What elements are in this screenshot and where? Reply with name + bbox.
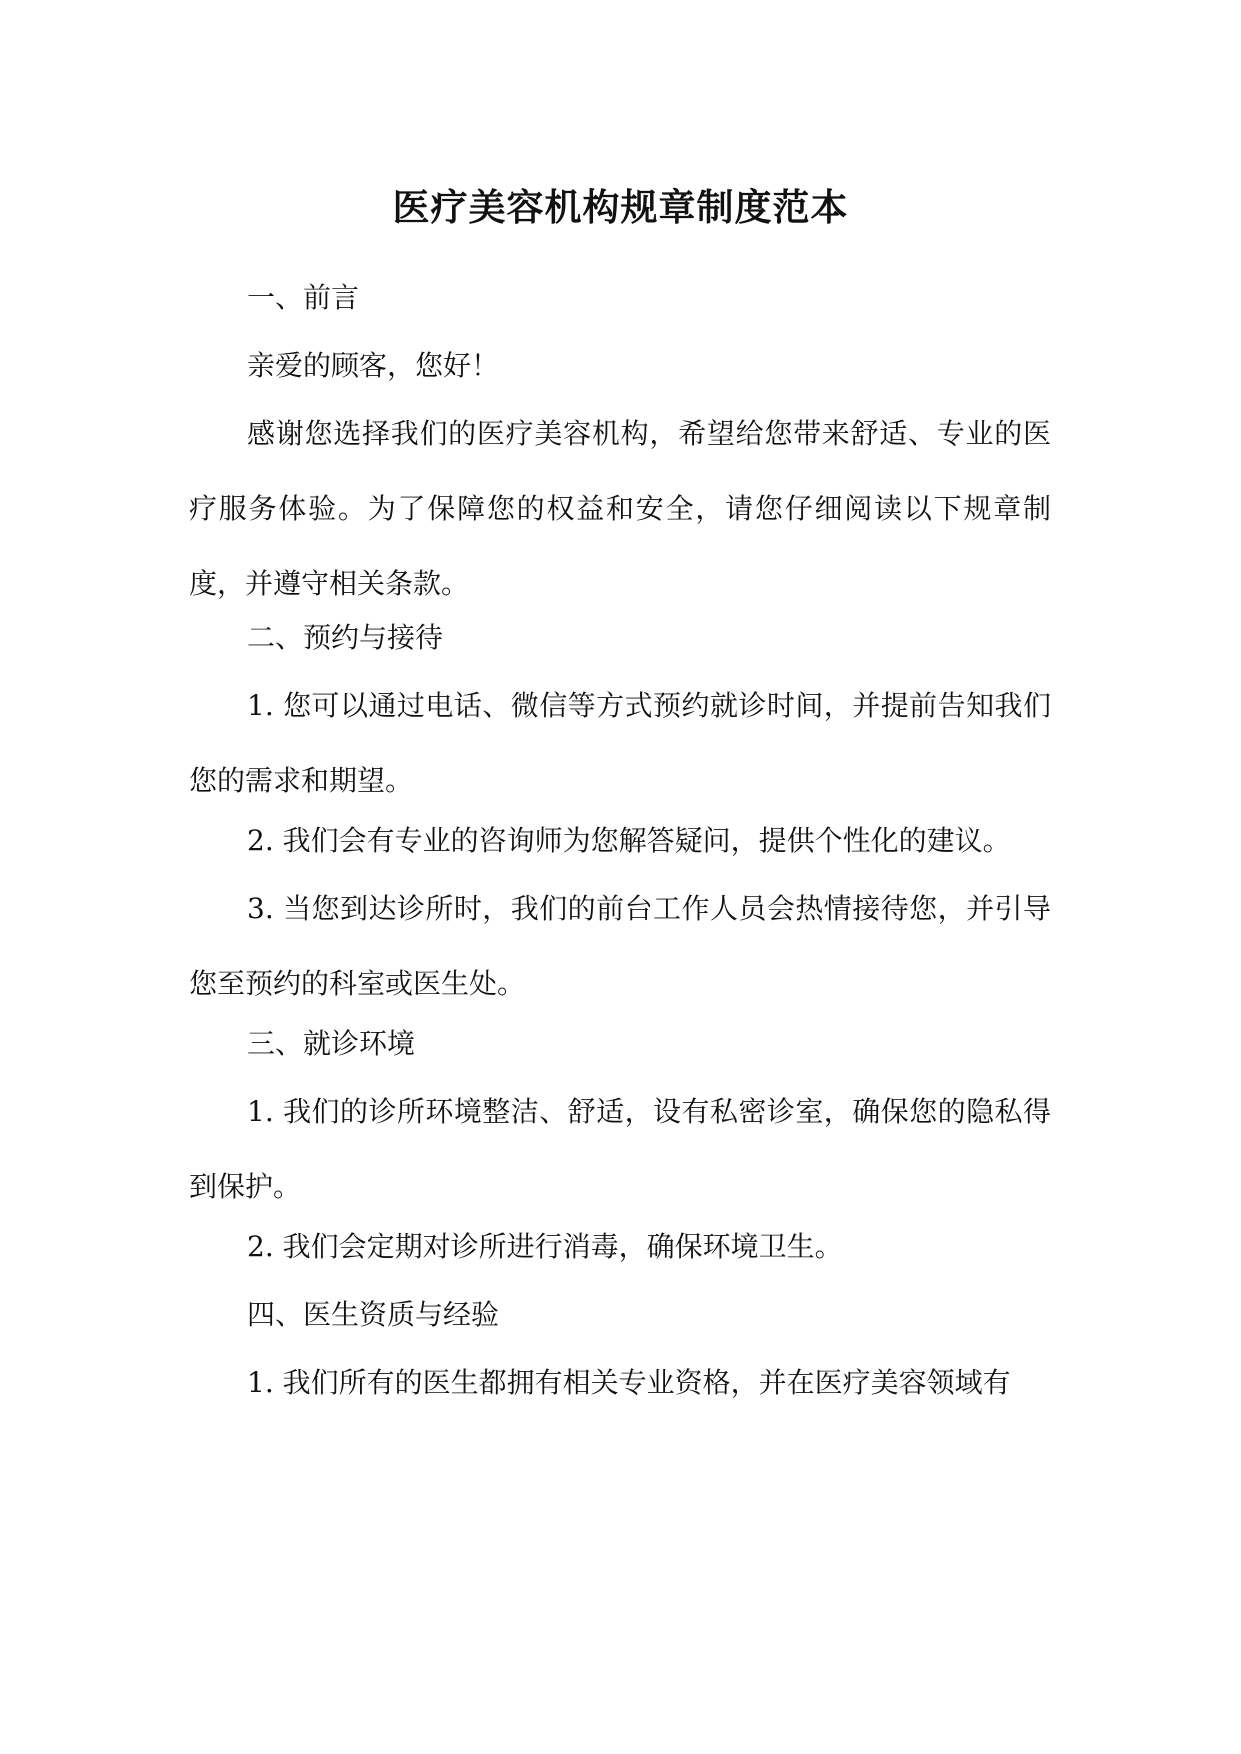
section-heading-doctors: 四、医生资质与经验 [247, 1298, 500, 1331]
greeting-paragraph: 亲爱的顾客，您好！ [247, 349, 500, 382]
section-heading-appointment: 二、预约与接待 [247, 621, 444, 654]
appointment-item-3: 3. 当您到达诊所时，我们的前台工作人员会热情接待您，并引导您至预约的科室或医生处。 [189, 892, 1051, 1000]
section-heading-environment: 三、就诊环境 [247, 1027, 416, 1060]
document-title: 医疗美容机构规章制度范本 [392, 185, 849, 229]
doctors-item-1: 1. 我们所有的医生都拥有相关专业资格，并在医疗美容领域有 [247, 1366, 1011, 1399]
section-heading-preface: 一、前言 [247, 281, 360, 314]
appointment-item-2: 2. 我们会有专业的咨询师为您解答疑问，提供个性化的建议。 [247, 824, 1011, 857]
appointment-item-1: 1. 您可以通过电话、微信等方式预约就诊时间，并提前告知我们您的需求和期望。 [189, 689, 1051, 797]
environment-item-1: 1. 我们的诊所环境整洁、舒适，设有私密诊室，确保您的隐私得到保护。 [189, 1095, 1051, 1203]
environment-item-2: 2. 我们会定期对诊所进行消毒，确保环境卫生。 [247, 1230, 843, 1263]
intro-paragraph: 感谢您选择我们的医疗美容机构，希望给您带来舒适、专业的医疗服务体验。为了保障您的权益和安全，请您仔细阅读以下规章制度，并遵守相关条款。 [189, 417, 1051, 600]
